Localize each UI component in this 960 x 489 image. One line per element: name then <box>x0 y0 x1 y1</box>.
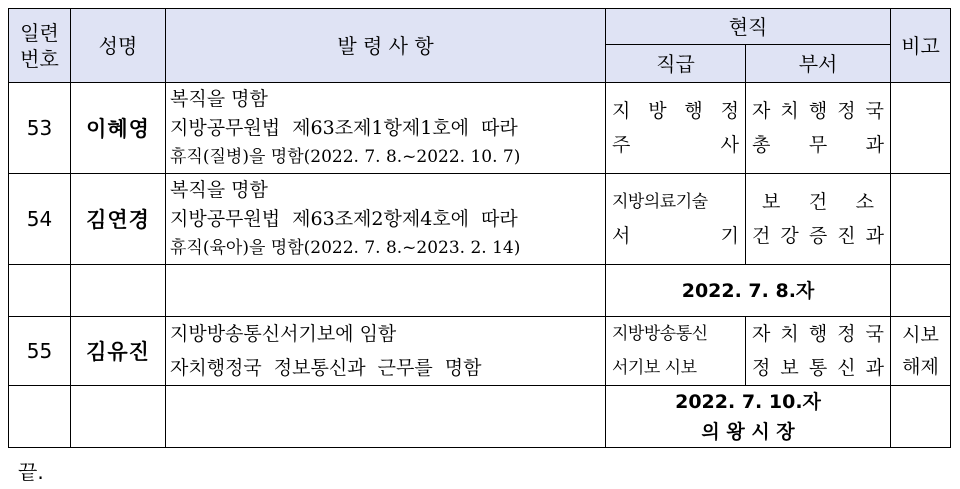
order-line: 휴직(육아)을 명함(2022. 7. 8.~2023. 2. 14) <box>170 237 521 258</box>
dept-line <box>752 185 884 219</box>
dept-char: 신 <box>837 357 856 379</box>
grade-char: 주 <box>612 134 631 156</box>
grade-line: 지방방송통신 <box>612 324 708 344</box>
order-text <box>166 174 606 265</box>
grade-line <box>612 219 739 253</box>
dept-char: 정 <box>837 100 856 122</box>
grade-line <box>612 128 739 162</box>
dept-char: 행 <box>808 323 828 345</box>
dept-char: 통 <box>808 357 828 379</box>
header-current: 현직 <box>606 9 891 45</box>
dept-cell <box>746 83 891 174</box>
dept-char: 정 <box>752 357 771 379</box>
header-serial <box>9 9 71 83</box>
effective-date: 2022. 7. 10.자 <box>675 390 821 413</box>
remark-cell <box>891 83 951 174</box>
empty-cell <box>166 265 606 317</box>
grade-char: 방 <box>648 100 667 122</box>
personnel-order-table <box>8 8 951 448</box>
serial-number: 54 <box>9 174 71 265</box>
order-line: 지방공무원법 제63조제2항제4호에 따라 <box>170 207 518 230</box>
table-row <box>9 83 951 174</box>
grade-char: 기 <box>720 225 739 247</box>
dept-char: 행 <box>808 100 828 122</box>
order-text <box>166 317 606 386</box>
empty-cell <box>9 386 71 448</box>
serial-number: 55 <box>9 317 71 386</box>
dept-char: 국 <box>865 100 884 122</box>
empty-cell <box>891 386 951 448</box>
grade-cell <box>606 174 746 265</box>
grade-char: 지 <box>612 100 631 122</box>
date-row <box>9 265 951 317</box>
grade-cell <box>606 83 746 174</box>
serial-number: 53 <box>9 83 71 174</box>
dept-cell <box>746 317 891 386</box>
empty-cell <box>71 386 166 448</box>
dept-cell <box>746 174 891 265</box>
order-line: 지방공무원법 제63조제1항제1호에 따라 <box>170 116 518 139</box>
remark-line: 해제 <box>902 356 939 378</box>
dept-char: 건 <box>808 191 828 213</box>
order-line: 자치행정국 정보통신과 근무를 명함 <box>170 357 482 379</box>
dept-line <box>752 317 884 351</box>
dept-char: 진 <box>837 225 856 247</box>
dept-char: 소 <box>855 191 875 213</box>
dept-line <box>752 94 884 128</box>
person-name: 이혜영 <box>71 83 166 174</box>
empty-cell <box>166 386 606 448</box>
dept-char: 무 <box>808 134 828 156</box>
table-row <box>9 317 951 386</box>
dept-char: 강 <box>780 225 799 247</box>
signature-block <box>606 386 891 448</box>
grade-char: 사 <box>720 134 739 156</box>
dept-char: 증 <box>808 225 828 247</box>
dept-char: 자 <box>752 100 771 122</box>
end-mark: 끝. <box>18 460 44 484</box>
header-order: 발 령 사 항 <box>166 9 606 83</box>
table-row <box>9 174 951 265</box>
order-line: 복직을 명함 <box>170 178 268 201</box>
dept-char: 정 <box>837 323 856 345</box>
header-serial-line1: 일련 <box>20 20 59 45</box>
order-line: 휴직(질병)을 명함(2022. 7. 8.~2022. 10. 7) <box>170 146 521 167</box>
effective-date: 2022. 7. 8.자 <box>606 265 891 317</box>
dept-char: 과 <box>865 134 885 156</box>
dept-char: 국 <box>865 323 884 345</box>
remark-cell <box>891 174 951 265</box>
remark-cell <box>891 317 951 386</box>
empty-cell <box>891 265 951 317</box>
header-remark: 비고 <box>891 9 951 83</box>
grade-line: 지방의료기술 <box>612 192 708 212</box>
grade-char: 서 <box>612 225 631 247</box>
dept-char: 총 <box>752 134 771 156</box>
header-name: 성명 <box>71 9 166 83</box>
person-name: 김유진 <box>71 317 166 386</box>
grade-line <box>612 94 739 128</box>
dept-line <box>752 351 884 385</box>
dept-char: 보 <box>780 357 799 379</box>
signature-row <box>9 386 951 448</box>
header-serial-line2: 번호 <box>20 46 59 71</box>
dept-char: 자 <box>752 323 771 345</box>
dept-char: 건 <box>752 225 771 247</box>
dept-char: 치 <box>780 100 799 122</box>
dept-char: 과 <box>865 225 884 247</box>
grade-char: 정 <box>720 100 739 122</box>
header-dept: 부서 <box>746 45 891 83</box>
order-text <box>166 83 606 174</box>
dept-line <box>752 128 884 162</box>
empty-cell <box>9 265 71 317</box>
order-line: 지방방송통신서기보에 임함 <box>170 323 397 345</box>
header-grade: 직급 <box>606 45 746 83</box>
order-line: 복직을 명함 <box>170 87 268 110</box>
dept-char: 치 <box>780 323 799 345</box>
grade-char: 행 <box>684 100 703 122</box>
empty-cell <box>71 265 166 317</box>
dept-char: 과 <box>865 357 884 379</box>
dept-line <box>752 219 884 253</box>
grade-line: 서기보 시보 <box>612 358 697 378</box>
dept-char: 보 <box>762 191 781 213</box>
remark-line: 시보 <box>902 324 939 346</box>
person-name: 김연경 <box>71 174 166 265</box>
grade-cell <box>606 317 746 386</box>
signer: 의 왕 시 장 <box>701 420 795 443</box>
